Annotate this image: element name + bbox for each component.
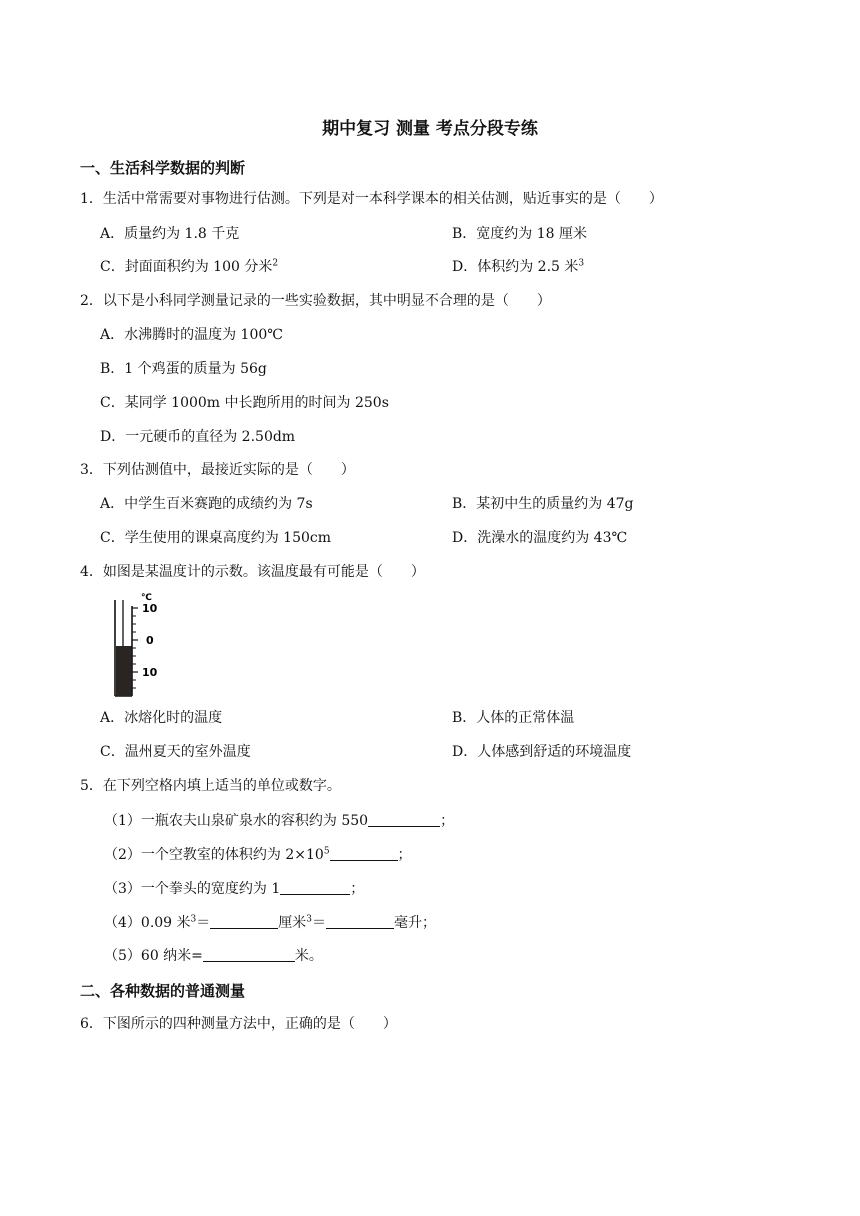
question-5-stem: 5．在下列空格内填上适当的单位或数字。 (80, 778, 341, 794)
question-2-stem: 2．以下是小科同学测量记录的一些实验数据，其中明显不合理的是（ ） (80, 293, 551, 309)
question-1-option-b: B．宽度约为 18 厘米 (452, 226, 588, 242)
question-1-option-d: D．体积约为 2.5 米$^3$ (452, 258, 585, 275)
answer-blank[interactable] (330, 845, 398, 861)
question-4-stem: 4．如图是某温度计的示数。该温度最有可能是（ ） (80, 564, 425, 580)
thermometer-unit-label: ℃ (141, 593, 152, 603)
question-6-stem: 6．下图所示的四种测量方法中，正确的是（ ） (80, 1016, 397, 1032)
question-3-option-c: C．学生使用的课桌高度约为 150cm (100, 530, 331, 546)
question-4-option-b: B．人体的正常体温 (452, 710, 575, 726)
answer-blank[interactable] (203, 946, 295, 962)
question-4-option-a: A．冰熔化时的温度 (100, 710, 223, 726)
page-title: 期中复习 测量 考点分段专练 (322, 119, 538, 139)
thermometer-figure (108, 592, 168, 700)
question-4-option-d: D．人体感到舒适的环境温度 (452, 744, 632, 760)
answer-blank[interactable] (326, 913, 394, 929)
section-heading-2: 二、各种数据的普通测量 (80, 982, 246, 1000)
answer-blank[interactable] (280, 879, 350, 895)
thermometer-label-bottom: 10 (142, 666, 158, 679)
question-3-option-b: B．某初中生的质量约为 47g (452, 496, 634, 512)
question-2-option-c: C．某同学 1000m 中长跑所用的时间为 250s (100, 395, 389, 411)
question-3-option-d: D．洗澡水的温度约为 43℃ (452, 530, 628, 546)
question-1-stem: 1．生活中常需要对事物进行估测。下列是对一本科学课本的相关估测，贴近事实的是（ ） (80, 191, 663, 207)
question-3-option-a: A．中学生百米赛跑的成绩约为 7s (100, 496, 313, 512)
thermometer-label-top: 10 (142, 602, 158, 615)
question-2-option-b: B．1 个鸡蛋的质量为 56g (100, 361, 267, 377)
question-2-option-d: D．一元硬币的直径为 2.50dm (100, 429, 296, 445)
question-5-item-2: （2）一个空教室的体积约为 $2\times 10^5$ ； (104, 846, 412, 863)
question-2-option-a: A．水沸腾时的温度为 100℃ (100, 327, 283, 343)
question-5-item-1: （1）一瓶农夫山泉矿泉水的容积约为 550 ； (104, 813, 455, 829)
question-1-option-c: C．封面面积约为 100 分米$^2$ (100, 258, 279, 275)
answer-blank[interactable] (210, 913, 278, 929)
question-3-stem: 3．下列估测值中，最接近实际的是（ ） (80, 462, 355, 478)
question-5-item-5: （5）60 纳米= 米。 (104, 948, 323, 964)
thermometer-label-zero: 0 (146, 634, 154, 647)
question-1-option-a: A．质量约为 1.8 千克 (100, 226, 240, 242)
section-heading-1: 一、生活科学数据的判断 (80, 159, 246, 177)
question-4-option-c: C．温州夏天的室外温度 (100, 744, 251, 760)
question-5-item-3: （3）一个拳头的宽度约为 1 ； (104, 881, 365, 897)
thermometer-liquid (116, 646, 132, 696)
question-5-item-4: （4）0.09 米$^3$＝ 厘米$^3$＝ 毫升； (104, 914, 436, 931)
answer-blank[interactable] (368, 811, 440, 827)
